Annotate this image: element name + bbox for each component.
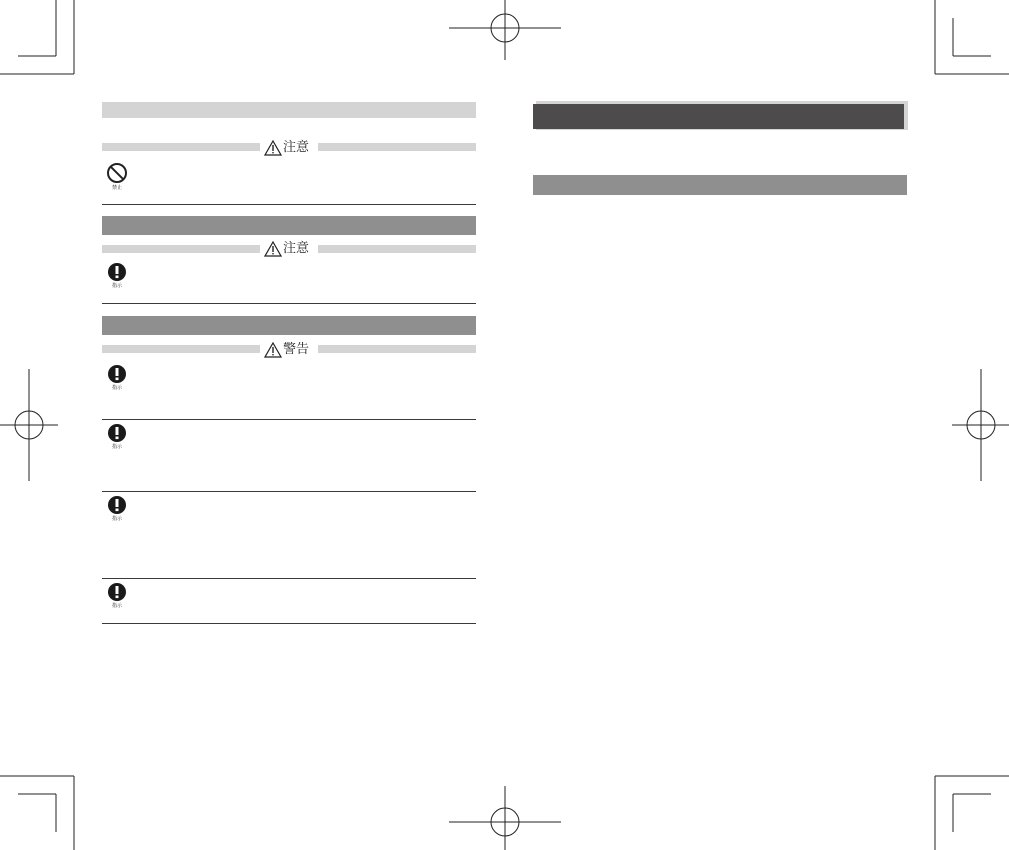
divider <box>102 491 476 492</box>
divider <box>102 578 476 579</box>
divider <box>102 303 476 304</box>
instruction-symbol <box>104 364 130 391</box>
caption-line-left <box>102 345 260 353</box>
prohibit-symbol <box>104 162 130 191</box>
caution-caption <box>260 240 313 257</box>
warning-triangle-icon <box>264 140 282 156</box>
instruction-symbol <box>104 423 130 450</box>
instruction-label: 指示 <box>111 444 122 450</box>
prohibit-label: 禁止 <box>111 185 122 191</box>
caption-line-left <box>102 143 260 151</box>
prohibit-icon <box>106 162 128 184</box>
instruction-icon <box>107 423 127 443</box>
caption-line-right <box>318 143 476 151</box>
warning-caption <box>260 341 313 358</box>
caption-line-right <box>318 245 476 253</box>
caution-caption-text: 注意 <box>283 140 310 155</box>
divider <box>102 204 476 205</box>
instruction-label: 指示 <box>111 516 122 522</box>
section2-header-bar <box>102 216 476 235</box>
instruction-label: 指示 <box>111 283 122 289</box>
instruction-icon <box>107 495 127 515</box>
caution-caption <box>260 139 313 156</box>
chapter-header-bar <box>533 104 904 129</box>
caption-line-left <box>102 245 260 253</box>
instruction-symbol <box>104 495 130 522</box>
caution-caption-text: 注意 <box>283 241 310 256</box>
instruction-label: 指示 <box>111 603 122 609</box>
instruction-icon <box>107 262 127 282</box>
section-header-bar <box>533 175 907 195</box>
warning-triangle-icon <box>264 342 282 358</box>
warning-caption-text: 警告 <box>283 342 310 357</box>
instruction-icon <box>107 582 127 602</box>
section3-header-bar <box>102 316 476 335</box>
section1-header-bar <box>102 102 476 118</box>
divider <box>102 419 476 420</box>
instruction-label: 指示 <box>111 385 122 391</box>
instruction-icon <box>107 364 127 384</box>
instruction-symbol <box>104 262 130 289</box>
warning-triangle-icon <box>264 241 282 257</box>
instruction-symbol <box>104 582 130 609</box>
divider <box>102 623 476 624</box>
caption-line-right <box>318 345 476 353</box>
